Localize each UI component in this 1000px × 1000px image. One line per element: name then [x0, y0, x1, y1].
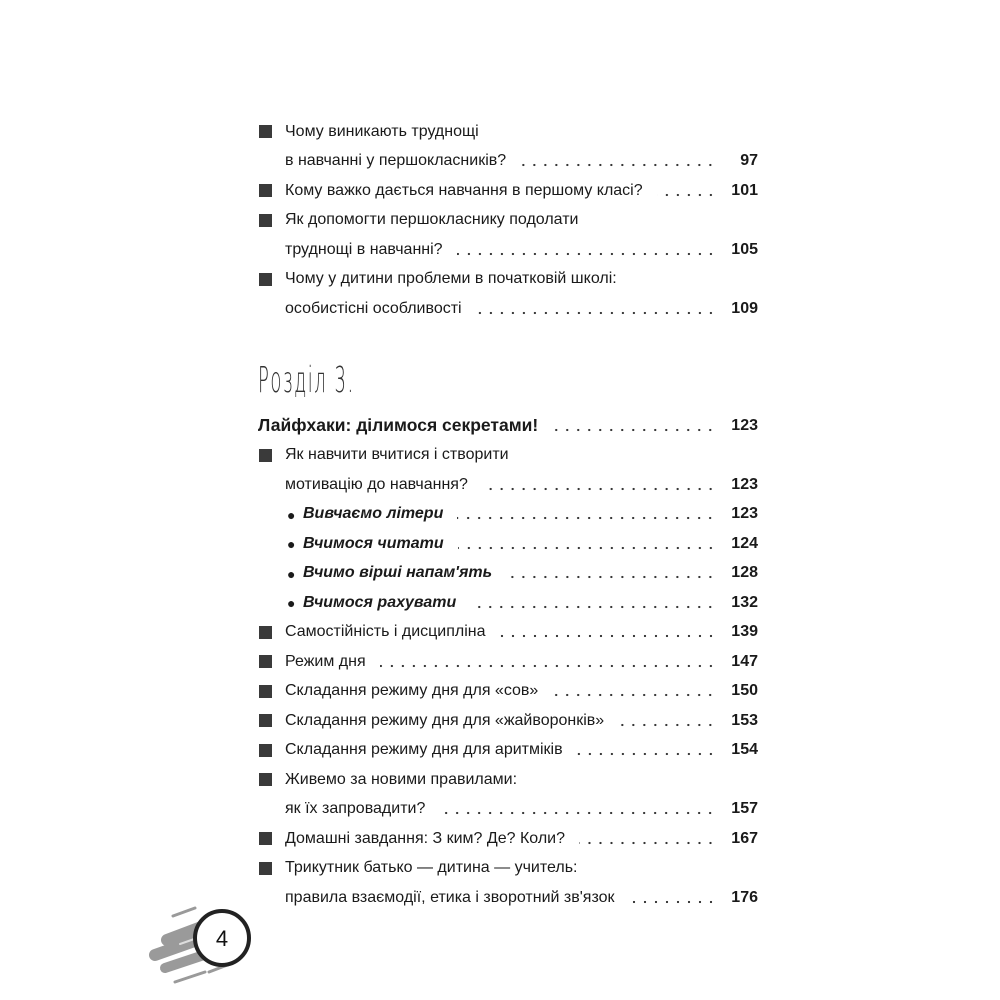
square-bullet-icon	[259, 273, 272, 286]
dot-leader	[482, 487, 716, 491]
dot-leader	[458, 546, 716, 550]
page-number: 157	[731, 800, 758, 818]
dot-leader	[476, 311, 716, 315]
page-number: 101	[731, 181, 758, 199]
round-bullet-icon: ●	[287, 565, 296, 582]
page-number: 123	[731, 505, 758, 523]
toc-entry[interactable]	[258, 559, 758, 589]
square-bullet-icon	[259, 714, 272, 727]
dot-leader	[380, 664, 716, 668]
toc-entry[interactable]	[258, 529, 758, 559]
toc-entry-line[interactable]	[258, 765, 758, 795]
page-number: 139	[731, 623, 758, 641]
entry-text: Чому у дитини проблеми в початковій школі:	[285, 270, 617, 288]
page-number: 123	[731, 416, 758, 434]
dot-leader	[552, 693, 716, 697]
page-number-text: 4	[215, 926, 229, 951]
toc-entry[interactable]	[258, 736, 758, 766]
entry-text: Складання режиму дня для «жайворонків»	[285, 711, 605, 729]
page-number: 147	[731, 652, 758, 670]
dot-leader	[457, 516, 716, 520]
toc-entry[interactable]	[258, 235, 758, 265]
dot-leader	[579, 841, 716, 845]
entry-text: як їх запровадити?	[285, 800, 426, 818]
page-number: 132	[731, 593, 758, 611]
page-number: 123	[731, 475, 758, 493]
square-bullet-icon	[259, 184, 272, 197]
square-bullet-icon	[259, 862, 272, 875]
toc-section-2	[258, 411, 758, 913]
entry-text: Складання режиму дня для «сов»	[285, 682, 539, 700]
entry-text: правила взаємодії, етика і зворотний зв'язок	[285, 888, 615, 906]
dot-leader	[506, 575, 716, 579]
toc-entry-chapter-title[interactable]	[258, 411, 758, 441]
toc-entry-line[interactable]	[258, 265, 758, 295]
dot-leader	[439, 811, 716, 815]
toc-entry[interactable]	[258, 677, 758, 707]
toc-entry[interactable]	[258, 147, 758, 177]
toc-entry[interactable]	[258, 618, 758, 648]
toc-entry-line[interactable]	[258, 441, 758, 471]
dot-leader	[552, 428, 716, 432]
round-bullet-icon: ●	[287, 536, 296, 552]
page-number: 109	[731, 299, 758, 317]
toc-entry[interactable]	[258, 647, 758, 677]
chapter-title: Лайфхаки: ділимося секретами!	[258, 415, 539, 436]
square-bullet-icon	[259, 832, 272, 845]
dot-leader	[520, 163, 716, 167]
entry-text: труднощі в навчанні?	[285, 240, 443, 258]
square-bullet-icon	[259, 214, 272, 227]
toc-entry[interactable]	[258, 795, 758, 825]
chapter-heading: Розділ 3.	[258, 360, 355, 401]
toc-entry[interactable]	[258, 500, 758, 530]
dot-leader	[657, 193, 716, 197]
entry-text: Вчимося читати	[303, 534, 444, 552]
toc-entry-line[interactable]	[258, 117, 758, 147]
entry-text: Вчимося рахувати	[303, 593, 457, 611]
entry-text: особистісні особливості	[285, 299, 462, 317]
toc-entry[interactable]	[258, 706, 758, 736]
entry-text: мотивацію до навчання?	[285, 475, 468, 493]
square-bullet-icon	[259, 125, 272, 138]
page-number: 128	[731, 564, 758, 582]
page-number: 153	[731, 711, 758, 729]
entry-text: Режим дня	[285, 652, 366, 670]
entry-text: Домашні завдання: З ким? Де? Коли?	[285, 829, 566, 847]
page-number: 97	[740, 152, 758, 170]
square-bullet-icon	[259, 449, 272, 462]
page-number: 154	[731, 741, 758, 759]
entry-text: в навчанні у першокласників?	[285, 152, 507, 170]
entry-text: Вчимо вірші напам'ять	[303, 564, 493, 582]
entry-text: Самостійність і дисципліна	[285, 623, 486, 641]
toc-entry[interactable]	[258, 176, 758, 206]
square-bullet-icon	[259, 685, 272, 698]
dot-leader	[629, 900, 717, 904]
square-bullet-icon	[259, 773, 272, 786]
entry-text: Чому виникають труднощі	[285, 122, 479, 140]
round-bullet-icon: ●	[287, 595, 296, 611]
entry-text: Складання режиму дня для аритміків	[285, 741, 563, 759]
toc-entry[interactable]	[258, 883, 758, 913]
page-number-badge	[145, 900, 255, 990]
entry-text: Трикутник батько — дитина — учитель:	[285, 859, 578, 877]
page-number: 176	[731, 888, 758, 906]
square-bullet-icon	[259, 744, 272, 757]
toc-entry[interactable]	[258, 824, 758, 854]
round-bullet-icon: ●	[287, 506, 296, 523]
page-number: 150	[731, 682, 758, 700]
square-bullet-icon	[259, 626, 272, 639]
entry-text: Кому важко дається навчання в першому класі?	[285, 181, 643, 199]
toc-entry-line[interactable]	[258, 206, 758, 236]
page-number: 105	[731, 240, 758, 258]
toc-entry[interactable]	[258, 588, 758, 618]
dot-leader	[470, 605, 716, 609]
toc-entry[interactable]	[258, 294, 758, 324]
entry-text: Вивчаємо літери	[303, 505, 444, 523]
dot-leader	[577, 752, 716, 756]
entry-text: Живемо за новими правилами:	[285, 770, 518, 788]
dot-leader	[457, 252, 716, 256]
dot-leader	[618, 723, 716, 727]
entry-text: Як допомогти першокласнику подолати	[285, 211, 579, 229]
entry-text: Як навчити вчитися і створити	[285, 446, 509, 464]
toc-entry-line[interactable]	[258, 854, 758, 884]
toc-section-1	[258, 117, 758, 324]
page-number: 124	[731, 534, 758, 552]
page-number: 167	[731, 829, 758, 847]
dot-leader	[500, 634, 716, 638]
square-bullet-icon	[259, 655, 272, 668]
toc-entry[interactable]	[258, 470, 758, 500]
